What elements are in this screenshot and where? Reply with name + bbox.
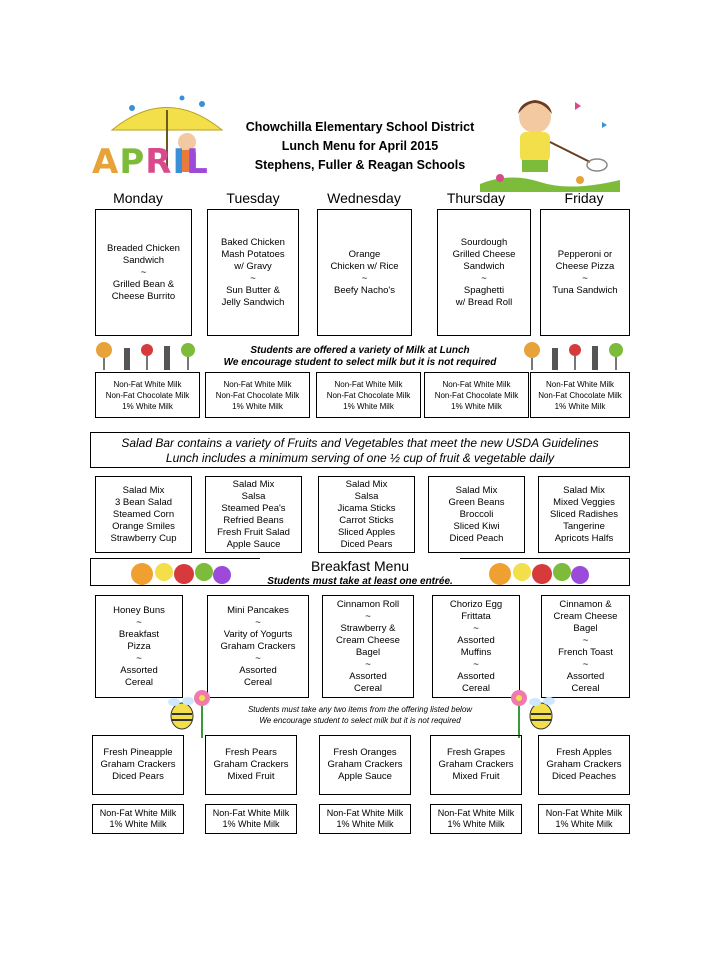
breakfast-entree-wednesday: Cinnamon Roll ~ Strawberry & Cream Cheese Bagel ~ Assorted Cereal [322,595,414,698]
salad-banner-line-2: Lunch includes a minimum serving of one ½ cup of fruit & vegetable daily [165,451,555,465]
lunch-milk-friday: Non-Fat White Milk Non-Fat Chocolate Milk 1% White Milk [530,372,630,418]
lunch-entree-thursday: Sourdough Grilled Cheese Sandwich ~ Spaghetti w/ Bread Roll [437,209,531,336]
breakfast-milk-friday: Non-Fat White Milk 1% White Milk [538,804,630,834]
april-letter-i: I [172,142,187,182]
breakfast-entree-monday: Honey Buns ~ Breakfast Pizza ~ Assorted Cereal [95,595,183,698]
day-monday: Monday [113,190,163,206]
utensils-art-right [520,340,630,370]
lunch-milk-monday: Non-Fat White Milk Non-Fat Chocolate Milk 1% White Milk [95,372,200,418]
april-letter-p: P [119,142,146,182]
breakfast-sides-thursday: Fresh Grapes Graham Crackers Mixed Fruit [430,735,522,795]
salad-bar-friday: Salad Mix Mixed Veggies Sliced Radishes Tangerine Apricots Halfs [538,476,630,553]
lunch-milk-thursday: Non-Fat White Milk Non-Fat Chocolate Milk 1% White Milk [424,372,529,418]
lunch-entree-friday: Pepperoni or Cheese Pizza ~ Tuna Sandwich [540,209,630,336]
breakfast-milk-thursday: Non-Fat White Milk 1% White Milk [430,804,522,834]
april-letter-l: L [186,142,209,182]
breakfast-sides-friday: Fresh Apples Graham Crackers Diced Peaches [538,735,630,795]
breakfast-sides-wednesday: Fresh Oranges Graham Crackers Apple Sauce [319,735,411,795]
fruit-art-left [126,560,236,586]
breakfast-entree-note: Students must take at least one entrée. [267,576,453,587]
day-friday: Friday [564,190,604,206]
lunch-entree-monday: Breaded Chicken Sandwich ~ Grilled Bean & Cheese Burrito [95,209,192,336]
salad-bar-monday: Salad Mix 3 Bean Salad Steamed Corn Orange Smiles Strawberry Cup [95,476,192,553]
salad-banner-line-1: Salad Bar contains a variety of Fruits and Vegetables that meet the new USDA Guidelines [121,436,599,450]
breakfast-milk-monday: Non-Fat White Milk 1% White Milk [92,804,184,834]
menu-title [180,118,540,175]
breakfast-offer-note [200,704,520,726]
milk-note-line-1: Students are offered a variety of Milk at Lunch [250,345,470,356]
breakfast-title: Breakfast Menu [260,558,460,574]
day-wednesday: Wednesday [327,190,401,206]
day-thursday: Thursday [446,190,506,206]
april-letter-a: A [92,142,120,182]
salad-bar-thursday: Salad Mix Green Beans Broccoli Sliced Kiwi Diced Peach [428,476,525,553]
april-letter-r: R [145,142,173,182]
title-month: Lunch Menu for April 2015 [281,139,439,153]
breakfast-entree-thursday: Chorizo Egg Frittata ~ Assorted Muffins ~ Assorted Cereal [432,595,520,698]
milk-note [200,345,520,369]
salad-bar-tuesday: Salad Mix Salsa Steamed Pea's Refried Beans Fresh Fruit Salad Apple Sauce [205,476,302,553]
breakfast-entree-tuesday: Mini Pancakes ~ Varity of Yogurts Graham Crackers ~ Assorted Cereal [207,595,309,698]
breakfast-sides-monday: Fresh Pineapple Graham Crackers Diced Pears [92,735,184,795]
lunch-milk-wednesday: Non-Fat White Milk Non-Fat Chocolate Milk 1% White Milk [316,372,421,418]
lunch-entree-wednesday: Orange Chicken w/ Rice ~ Beefy Nacho's [317,209,412,336]
lunch-milk-tuesday: Non-Fat White Milk Non-Fat Chocolate Milk 1% White Milk [205,372,310,418]
breakfast-milk-wednesday: Non-Fat White Milk 1% White Milk [319,804,411,834]
day-tuesday: Tuesday [226,190,280,206]
offer-note-line-1: Students must take any two items from the offering listed below [247,705,473,714]
breakfast-sides-tuesday: Fresh Pears Graham Crackers Mixed Fruit [205,735,297,795]
title-district: Chowchilla Elementary School District [245,120,475,134]
title-schools: Stephens, Fuller & Reagan Schools [254,158,466,172]
offer-note-line-2: We encourage student to select milk but it is not required [259,716,461,725]
milk-note-line-2: We encourage student to select milk but it is not required [223,357,497,368]
fruit-art-right [484,560,594,586]
utensils-art-left [92,340,202,370]
salad-bar-banner [90,432,630,468]
breakfast-milk-tuesday: Non-Fat White Milk 1% White Milk [205,804,297,834]
salad-bar-wednesday: Salad Mix Salsa Jicama Sticks Carrot Sticks Sliced Apples Diced Pears [318,476,415,553]
breakfast-entree-friday: Cinnamon & Cream Cheese Bagel ~ French Toast ~ Assorted Cereal [541,595,630,698]
lunch-entree-tuesday: Baked Chicken Mash Potatoes w/ Gravy ~ Sun Butter & Jelly Sandwich [207,209,299,336]
